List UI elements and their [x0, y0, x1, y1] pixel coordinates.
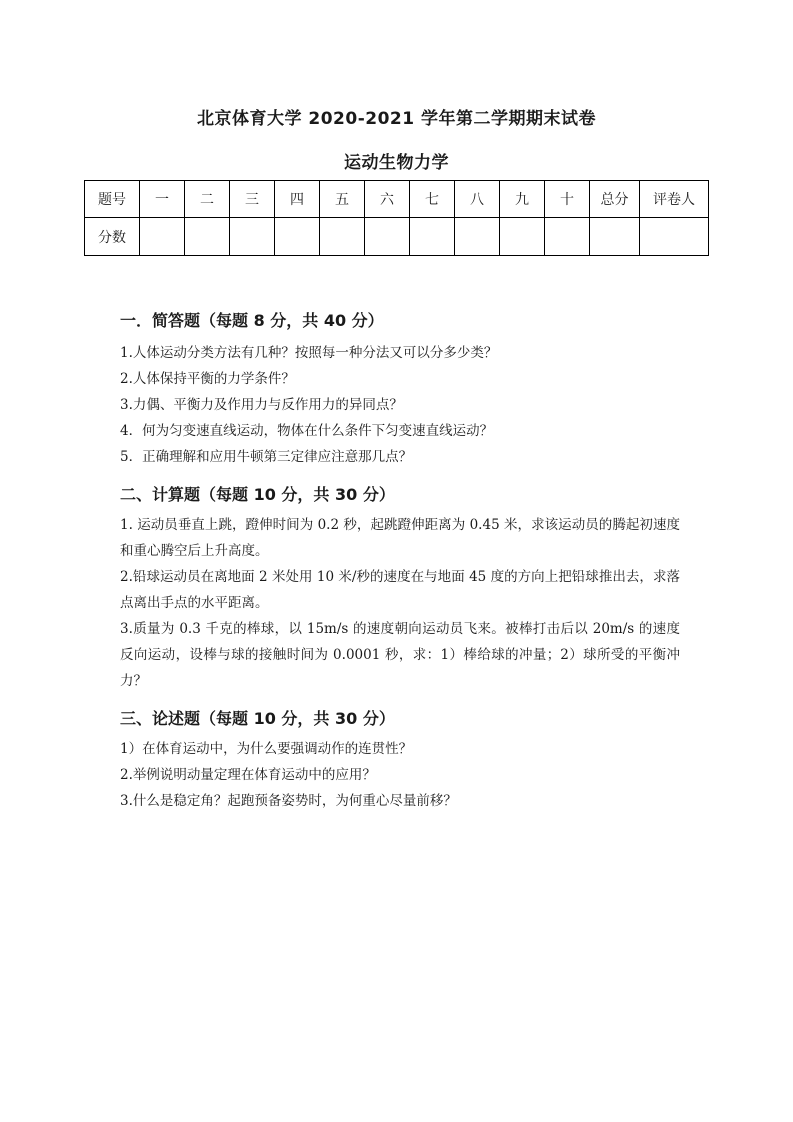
section-1-question-3: 3.力偶、平衡力及作用力与反作用力的异同点？ — [120, 397, 403, 413]
score-cell — [455, 218, 500, 256]
score-cell — [410, 218, 455, 256]
score-table-score-row — [85, 218, 709, 256]
section-3-question-3: 3.什么是稳定角？起跑预备姿势时，为何重心尽量前移？ — [120, 793, 457, 809]
section-1-question-5: 5．正确理解和应用牛顿第三定律应注意那几点？ — [120, 449, 413, 465]
course-title: 运动生物力学 — [344, 153, 449, 173]
score-table-header-row — [85, 181, 709, 218]
score-cell — [365, 218, 410, 256]
score-table — [84, 180, 709, 256]
header-cell-3: 三 — [230, 181, 275, 218]
section-1-question-4: 4．何为匀变速直线运动，物体在什么条件下匀变速直线运动？ — [120, 423, 494, 439]
section-3-question-1: 1）在体育运动中，为什么要强调动作的连贯性？ — [120, 741, 413, 757]
section-2-question-3: 3.质量为 0.3 千克的棒球，以 15m/s 的速度朝向运动员飞来。被棒打击后以 20m/s 的速度反向运动，设棒与球的接触时间为 0.0001 秒，求：1）棒给球的冲量；2）球所受的平衡冲力？ — [120, 621, 680, 689]
header-cell-10: 十 — [545, 181, 590, 218]
section-1-question-1: 1.人体运动分类方法有几种？按照每一种分法又可以分多少类？ — [120, 345, 498, 361]
score-cell — [275, 218, 320, 256]
score-cell — [640, 218, 709, 256]
score-cell — [320, 218, 365, 256]
score-cell — [500, 218, 545, 256]
section-3-question-2: 2.举例说明动量定理在体育运动中的应用？ — [120, 767, 376, 783]
section-1-heading: 一．简答题（每题 8 分，共 40 分） — [120, 311, 384, 330]
section-2-question-1: 1. 运动员垂直上跳，蹬伸时间为 0.2 秒，起跳蹬伸距离为 0.45 米，求该运动员的腾起初速度和重心腾空后上升高度。 — [120, 517, 680, 559]
header-cell-8: 八 — [455, 181, 500, 218]
header-cell-1: 一 — [140, 181, 185, 218]
score-cell — [230, 218, 275, 256]
header-cell-5: 五 — [320, 181, 365, 218]
header-cell-4: 四 — [275, 181, 320, 218]
score-cell — [590, 218, 640, 256]
header-cell-grader: 评卷人 — [640, 181, 709, 218]
header-cell-question-no: 题号 — [85, 181, 140, 218]
score-row-label: 分数 — [85, 218, 140, 256]
score-cell — [545, 218, 590, 256]
header-cell-total: 总分 — [590, 181, 640, 218]
exam-title: 北京体育大学 2020-2021 学年第二学期期末试卷 — [196, 109, 597, 129]
score-cell — [185, 218, 230, 256]
header-cell-2: 二 — [185, 181, 230, 218]
score-cell — [140, 218, 185, 256]
section-1-question-2: 2.人体保持平衡的力学条件？ — [120, 371, 295, 387]
section-2-question-2: 2.铅球运动员在离地面 2 米处用 10 米/秒的速度在与地面 45 度的方向上把铅球推出去，求落点离出手点的水平距离。 — [120, 569, 680, 611]
section-3-heading: 三、论述题（每题 10 分，共 30 分） — [120, 709, 395, 728]
section-2-heading: 二、计算题（每题 10 分，共 30 分） — [120, 485, 395, 504]
header-cell-6: 六 — [365, 181, 410, 218]
header-cell-9: 九 — [500, 181, 545, 218]
header-cell-7: 七 — [410, 181, 455, 218]
